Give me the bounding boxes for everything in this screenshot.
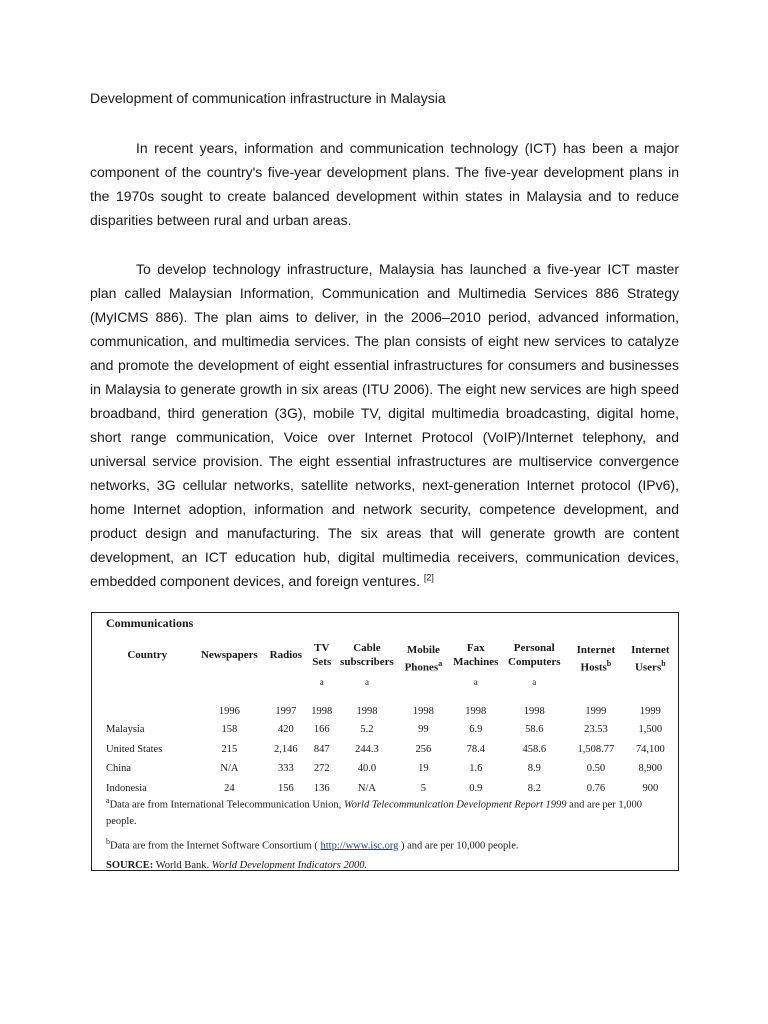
footnote-mark: a [364, 677, 369, 687]
value-cell: 333 [277, 763, 294, 775]
paragraph-myicms [90, 257, 679, 593]
value-cell: 78.4 [466, 743, 485, 755]
table-row [100, 759, 675, 779]
value-cell: 458.6 [522, 743, 547, 755]
year-cell: 1998 [412, 706, 434, 717]
year-cell: 1999 [585, 706, 607, 717]
value-cell: 1,508.77 [577, 743, 615, 755]
value-cell: 900 [642, 782, 659, 794]
value-cell: 99 [418, 724, 429, 736]
footnote-mark-row [100, 677, 675, 691]
value-cell: 2,146 [274, 743, 298, 755]
value-cell: 40.0 [357, 763, 377, 775]
value-cell: 6.9 [469, 724, 483, 736]
header-fax-machines: Fax Machines [453, 642, 499, 668]
paragraph-ict-plans: In recent years, information and communication technology (ICT) has been a major component of the country's five-year development plans. The five-year development plans in the 1970s sought to create balanced development within states in Malaysia and to reduce disparities between rural and urban areas. [90, 140, 679, 228]
footnote-mark: a [319, 677, 324, 687]
value-cell: 19 [418, 763, 429, 775]
header-newspapers: Newspapers [200, 649, 258, 661]
value-cell: 1,500 [638, 724, 663, 736]
value-cell: 156 [277, 782, 294, 794]
value-cell: 272 [313, 763, 330, 775]
value-cell: 256 [415, 743, 432, 755]
note-b: $^b$Data are from the Internet Software Consortium ( http://www.isc.org ) and are per 10,000 people. [106, 836, 519, 851]
table-row [100, 720, 675, 740]
value-cell: 23.53 [584, 724, 608, 736]
value-cell: 244.3 [355, 743, 379, 755]
document-title: Development of communication infrastructure in Malaysia [90, 90, 446, 106]
source-note: SOURCE: World Bank. World Development Indicators 2000. [106, 860, 368, 871]
value-cell: 58.6 [525, 724, 544, 736]
header-internet-hosts: Internet Hosts$^b$ [576, 644, 616, 674]
year-cell: 1999 [639, 706, 661, 717]
year-cell: 1998 [311, 706, 333, 717]
isc-link[interactable]: http://www.isc.org [320, 840, 399, 851]
value-cell: 74,100 [635, 743, 665, 755]
value-cell: 136 [313, 782, 330, 794]
country-cell: Malaysia [106, 724, 145, 736]
country-cell: Indonesia [106, 782, 147, 794]
value-cell: 8.9 [527, 763, 541, 775]
value-cell: 0.76 [586, 782, 606, 794]
header-internet-users: Internet Users$^b$ [631, 644, 670, 674]
value-cell: 5.2 [360, 724, 374, 736]
country-cell: United States [106, 743, 163, 755]
year-cell: 1998 [523, 706, 545, 717]
value-cell: 847 [313, 743, 330, 755]
value-cell: 215 [221, 743, 238, 755]
citation-link[interactable]: [2] [423, 572, 434, 583]
header-radios: Radios [269, 649, 303, 661]
value-cell: 5 [420, 782, 427, 794]
value-cell: N/A [220, 763, 239, 775]
header-mobile-phones: Mobile Phones$^a$ [404, 644, 443, 674]
value-cell: 166 [313, 724, 330, 736]
value-cell: 158 [221, 724, 238, 736]
footnote-mark: a [532, 677, 537, 687]
country-cell: China [106, 763, 132, 775]
footnote-mark: a [473, 677, 478, 687]
value-cell: 8,900 [638, 763, 663, 775]
year-row [100, 691, 675, 720]
paragraph-myicms-text: To develop technology infrastructure, Malaysia has launched a five-year ICT master plan called Malaysian Information, Communication and Multimedia Services 886 Strategy (MyICMS 886). The plan aims to deliver, in the 2006–2010 period, advanced information, communication, and multimedia services. The plan consists of eight new services to catalyze and promote the development of eight essential infrastructures for consumers and businesses in Malaysia to generate growth in six areas (ITU 2006). The eight new services are high speed broadband, third generation (3G), mobile TV, digital multimedia broadcasting, digital home, short range communication, Voice over Internet Protocol (VoIP)/Internet telephony, and universal service provision. The eight essential infrastructures are multiservice convergence networks, 3G cellular networks, satellite networks, next-generation Internet protocol (IPv6), home Internet adoption, information and network security, competence development, and product design and manufacturing. The six areas that will generate growth are content development, an ICT education hub, digital multimedia receivers, communication devices, embedded component devices, and foreign ventures. [90, 261, 679, 589]
table-title: Communications [106, 616, 194, 630]
note-a: $^a$Data are from International Telecommunication Union, World Telecommunication Development Report 1999 and are per 1,000 people. [106, 796, 643, 827]
value-cell: 24 [224, 782, 235, 794]
year-cell: 1998 [465, 706, 487, 717]
value-cell: N/A [357, 782, 376, 794]
communications-table [100, 633, 675, 798]
value-cell: 420 [277, 724, 294, 736]
value-cell: 1.6 [469, 763, 483, 775]
year-cell: 1997 [275, 706, 297, 717]
header-personal-computers: Personal Computers [508, 642, 561, 668]
document-body [90, 88, 679, 618]
year-cell: 1998 [356, 706, 378, 717]
communications-table-figure [91, 612, 679, 871]
value-cell: 0.9 [469, 782, 483, 794]
table-row [100, 740, 675, 760]
header-row [100, 633, 675, 677]
table-notes [106, 793, 668, 878]
header-country: Country [127, 649, 168, 661]
value-cell: 0.50 [586, 763, 606, 775]
year-cell: 1996 [218, 706, 240, 717]
header-tv-sets: TV Sets [312, 642, 332, 668]
header-cable-subscribers: Cable subscribers [340, 642, 394, 668]
value-cell: 8.2 [527, 782, 541, 794]
